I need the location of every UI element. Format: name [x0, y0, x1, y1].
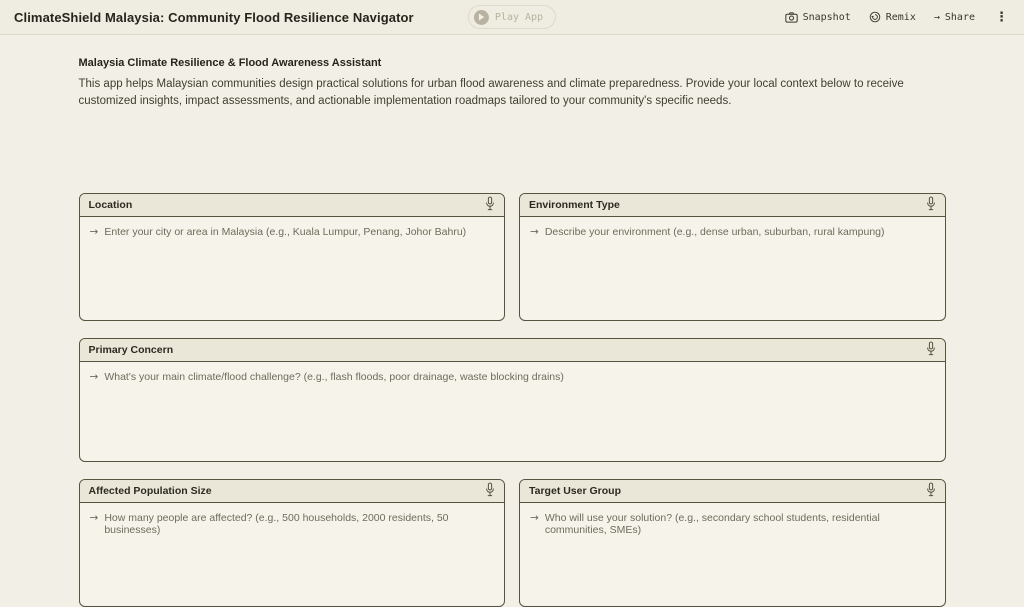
- field-input-affected-population-size[interactable]: [80, 503, 505, 606]
- microphone-icon: [926, 482, 936, 500]
- microphone-icon: [926, 341, 936, 359]
- field-header-target-user-group: [520, 480, 945, 503]
- snapshot-label: Snapshot: [802, 11, 851, 23]
- mic-button-target-user-group[interactable]: [926, 482, 936, 500]
- field-placeholder-affected-population-size: How many people are affected? (e.g., 500 households, 2000 residents, 50 businesses): [104, 512, 449, 536]
- play-app-label: Play App: [494, 11, 544, 23]
- field-input-location[interactable]: [80, 217, 505, 320]
- field-placeholder-location: Enter your city or area in Malaysia (e.g., Kuala Lumpur, Penang, Johor Bahru): [104, 226, 467, 238]
- field-card-target-user-group: [519, 479, 946, 607]
- field-card-primary-concern: [79, 338, 946, 462]
- mic-button-location[interactable]: [485, 196, 495, 214]
- placeholder-arrow-icon: →: [89, 226, 99, 238]
- topbar-actions: [785, 11, 1010, 24]
- field-label-target-user-group: Target User Group: [529, 485, 621, 497]
- share-button[interactable]: [934, 12, 975, 23]
- app-title: ClimateShield Malaysia: Community Flood Resilience Navigator: [14, 9, 414, 25]
- placeholder-arrow-icon: →: [89, 512, 99, 524]
- play-app-button[interactable]: [468, 5, 556, 29]
- field-header-primary-concern: [80, 339, 945, 362]
- play-icon: [474, 10, 489, 25]
- remix-icon: [869, 11, 881, 23]
- field-header-affected-population-size: [80, 480, 505, 503]
- remix-button[interactable]: [869, 11, 916, 23]
- form-grid: [79, 193, 946, 607]
- field-label-affected-population-size: Affected Population Size: [88, 485, 212, 497]
- placeholder-arrow-icon: →: [530, 512, 539, 524]
- kebab-menu-icon[interactable]: ⋮: [995, 9, 1008, 25]
- topbar: [0, 0, 1024, 35]
- field-input-target-user-group[interactable]: [520, 503, 945, 606]
- mic-button-primary-concern[interactable]: [926, 341, 936, 359]
- intro-description: This app helps Malaysian communities design practical solutions for urban flood awareness and climate preparedness. Provide your local context below to receive customized insights, impact assessments, and actionable implementation roadmaps tailored to your community's specific needs.: [78, 78, 904, 107]
- mic-button-affected-population-size[interactable]: [485, 482, 495, 500]
- field-header-environment-type: [520, 194, 945, 217]
- microphone-icon: [485, 482, 495, 500]
- main-content: [79, 35, 946, 607]
- field-placeholder-primary-concern: What's your main climate/flood challenge? (e.g., flash floods, poor drainage, waste blocking drains): [104, 371, 564, 383]
- field-label-location: Location: [88, 199, 133, 211]
- field-card-location: [79, 193, 506, 321]
- mic-button-environment-type[interactable]: [926, 196, 936, 214]
- camera-icon: [785, 12, 798, 23]
- field-label-environment-type: Environment Type: [529, 199, 620, 211]
- field-label-primary-concern: Primary Concern: [88, 344, 174, 356]
- field-card-environment-type: [519, 193, 946, 321]
- field-input-environment-type[interactable]: [520, 217, 945, 320]
- intro-section: [79, 57, 946, 109]
- remix-label: Remix: [885, 11, 916, 23]
- microphone-icon: [485, 196, 495, 214]
- field-header-location: [80, 194, 505, 217]
- placeholder-arrow-icon: →: [89, 371, 99, 383]
- field-placeholder-target-user-group: Who will use your solution? (e.g., secondary school students, residential communities, SMEs): [544, 512, 880, 536]
- microphone-icon: [926, 196, 936, 214]
- placeholder-arrow-icon: →: [530, 226, 539, 238]
- share-label: Share: [944, 11, 975, 23]
- field-card-affected-population-size: [79, 479, 506, 607]
- field-placeholder-environment-type: Describe your environment (e.g., dense urban, suburban, rural kampung): [544, 226, 885, 238]
- field-input-primary-concern[interactable]: [80, 362, 945, 461]
- intro-title: Malaysia Climate Resilience & Flood Awareness Assistant: [78, 57, 382, 69]
- snapshot-button[interactable]: [785, 12, 851, 23]
- arrow-right-icon: →: [933, 11, 940, 23]
